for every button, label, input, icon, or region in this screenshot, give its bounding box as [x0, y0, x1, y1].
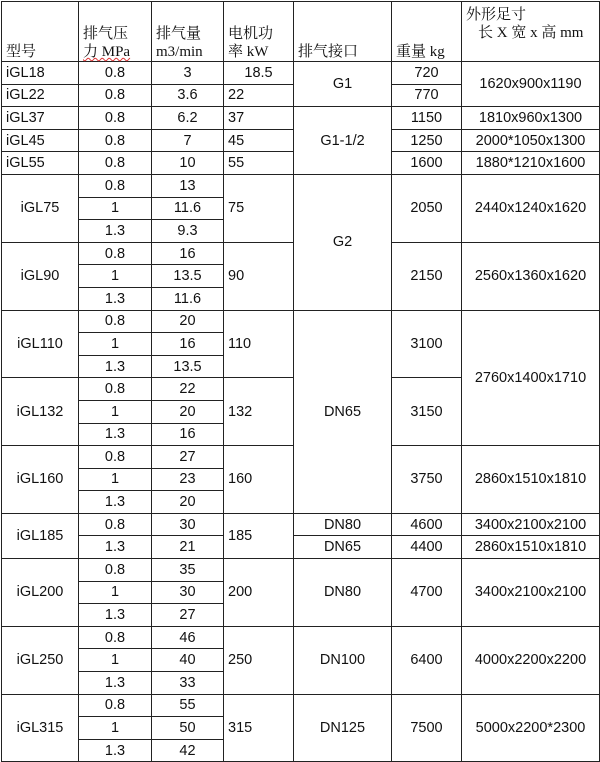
- pressure-cell: 1: [79, 649, 152, 672]
- pressure-cell: 0.8: [79, 107, 152, 130]
- model-cell: iGL185: [2, 513, 79, 558]
- model-cell: iGL132: [2, 378, 79, 446]
- dims-cell: 2860x1510x1810: [462, 536, 600, 559]
- weight-cell: 3150: [392, 378, 462, 446]
- flow-cell: 23: [152, 468, 224, 491]
- model-cell: iGL45: [2, 129, 79, 152]
- compressor-spec-table: [1, 1, 600, 762]
- model-cell: iGL160: [2, 446, 79, 514]
- model-cell: iGL315: [2, 694, 79, 762]
- flow-cell: 13.5: [152, 265, 224, 288]
- pressure-cell: 0.8: [79, 378, 152, 401]
- flow-cell: 27: [152, 604, 224, 627]
- header-port: 排气接口: [294, 2, 392, 62]
- flow-cell: 33: [152, 672, 224, 695]
- flow-cell: 30: [152, 581, 224, 604]
- model-cell: iGL110: [2, 310, 79, 378]
- weight-cell: 720: [392, 62, 462, 85]
- header-dims-line1: 外形足寸: [466, 7, 527, 23]
- port-cell: G1-1/2: [294, 107, 392, 175]
- table-row: [2, 626, 600, 649]
- table-row: [2, 62, 600, 85]
- flow-cell: 27: [152, 446, 224, 469]
- power-cell: 75: [224, 174, 294, 242]
- pressure-cell: 1: [79, 197, 152, 220]
- pressure-cell: 1.3: [79, 536, 152, 559]
- dims-cell: 2560x1360x1620: [462, 242, 600, 310]
- pressure-cell: 0.8: [79, 513, 152, 536]
- header-flow: [152, 2, 224, 62]
- weight-cell: 2150: [392, 242, 462, 310]
- flow-cell: 42: [152, 739, 224, 762]
- weight-cell: 3750: [392, 446, 462, 514]
- port-cell: DN80: [294, 559, 392, 627]
- pressure-cell: 0.8: [79, 242, 152, 265]
- flow-cell: 3.6: [152, 84, 224, 107]
- pressure-cell: 0.8: [79, 310, 152, 333]
- flow-cell: 40: [152, 649, 224, 672]
- flow-cell: 10: [152, 152, 224, 175]
- flow-cell: 13: [152, 174, 224, 197]
- power-cell: 185: [224, 513, 294, 558]
- flow-cell: 50: [152, 717, 224, 740]
- port-cell: DN125: [294, 694, 392, 762]
- model-cell: iGL250: [2, 626, 79, 694]
- table-row: [2, 107, 600, 130]
- pressure-cell: 1.3: [79, 423, 152, 446]
- header-pressure-line2: 力 MPa: [83, 44, 131, 60]
- dims-cell: 2440x1240x1620: [462, 174, 600, 242]
- pressure-cell: 0.8: [79, 84, 152, 107]
- dims-cell: 1620x900x1190: [462, 62, 600, 107]
- power-cell: 110: [224, 310, 294, 378]
- flow-cell: 6.2: [152, 107, 224, 130]
- model-cell: iGL75: [2, 174, 79, 242]
- table-body: [2, 62, 600, 762]
- dims-cell: 2000*1050x1300: [462, 129, 600, 152]
- port-cell: DN65: [294, 310, 392, 513]
- header-power-line2: 率 kW: [228, 44, 269, 60]
- port-cell: DN65: [294, 536, 392, 559]
- pressure-cell: 1.3: [79, 604, 152, 627]
- header-flow-line2: m3/min: [156, 44, 203, 60]
- flow-cell: 11.6: [152, 197, 224, 220]
- flow-cell: 20: [152, 400, 224, 423]
- flow-cell: 13.5: [152, 355, 224, 378]
- flow-cell: 16: [152, 333, 224, 356]
- power-cell: 160: [224, 446, 294, 514]
- weight-cell: 1600: [392, 152, 462, 175]
- dims-cell: 5000x2200*2300: [462, 694, 600, 762]
- weight-cell: 4600: [392, 513, 462, 536]
- dims-cell: 1810x960x1300: [462, 107, 600, 130]
- weight-cell: 2050: [392, 174, 462, 242]
- power-cell: 90: [224, 242, 294, 310]
- flow-cell: 7: [152, 129, 224, 152]
- pressure-cell: 1.3: [79, 739, 152, 762]
- pressure-cell: 1.3: [79, 672, 152, 695]
- flow-cell: 3: [152, 62, 224, 85]
- model-cell: iGL22: [2, 84, 79, 107]
- pressure-cell: 0.8: [79, 694, 152, 717]
- table-row: [2, 694, 600, 717]
- pressure-cell: 1.3: [79, 287, 152, 310]
- dims-cell: 4000x2200x2200: [462, 626, 600, 694]
- power-cell: 18.5: [224, 62, 294, 85]
- table-row: [2, 310, 600, 333]
- pressure-cell: 1.3: [79, 491, 152, 514]
- weight-cell: 1150: [392, 107, 462, 130]
- power-cell: 37: [224, 107, 294, 130]
- flow-cell: 55: [152, 694, 224, 717]
- model-cell: iGL90: [2, 242, 79, 310]
- dims-cell: 3400x2100x2100: [462, 559, 600, 627]
- flow-cell: 20: [152, 491, 224, 514]
- power-cell: 132: [224, 378, 294, 446]
- port-cell: DN100: [294, 626, 392, 694]
- weight-cell: 6400: [392, 626, 462, 694]
- model-cell: iGL55: [2, 152, 79, 175]
- header-pressure-line1: 排气压: [83, 26, 129, 42]
- flow-cell: 11.6: [152, 287, 224, 310]
- header-dims-line2: 长 X 宽 x 高 mm: [478, 25, 584, 41]
- pressure-cell: 0.8: [79, 446, 152, 469]
- weight-cell: 4400: [392, 536, 462, 559]
- pressure-cell: 0.8: [79, 174, 152, 197]
- flow-cell: 16: [152, 423, 224, 446]
- weight-cell: 3100: [392, 310, 462, 378]
- power-cell: 22: [224, 84, 294, 107]
- flow-cell: 22: [152, 378, 224, 401]
- pressure-cell: 0.8: [79, 559, 152, 582]
- header-flow-line1: 排气量: [156, 26, 202, 42]
- dims-cell: 1880*1210x1600: [462, 152, 600, 175]
- power-cell: 200: [224, 559, 294, 627]
- model-cell: iGL18: [2, 62, 79, 85]
- header-dims: [462, 2, 600, 62]
- model-cell: iGL200: [2, 559, 79, 627]
- model-cell: iGL37: [2, 107, 79, 130]
- pressure-cell: 1: [79, 333, 152, 356]
- power-cell: 250: [224, 626, 294, 694]
- flow-cell: 21: [152, 536, 224, 559]
- table-row: [2, 559, 600, 582]
- flow-cell: 30: [152, 513, 224, 536]
- dims-cell: 2760x1400x1710: [462, 310, 600, 446]
- power-cell: 315: [224, 694, 294, 762]
- pressure-cell: 1: [79, 400, 152, 423]
- pressure-cell: 0.8: [79, 626, 152, 649]
- flow-cell: 35: [152, 559, 224, 582]
- weight-cell: 4700: [392, 559, 462, 627]
- weight-cell: 1250: [392, 129, 462, 152]
- flow-cell: 16: [152, 242, 224, 265]
- flow-cell: 9.3: [152, 220, 224, 243]
- table-row: [2, 536, 600, 559]
- port-cell: G2: [294, 174, 392, 310]
- header-power: [224, 2, 294, 62]
- header-pressure: [79, 2, 152, 62]
- power-cell: 55: [224, 152, 294, 175]
- header-row: [2, 2, 600, 62]
- table-row: [2, 174, 600, 197]
- table-row: [2, 513, 600, 536]
- pressure-cell: 1.3: [79, 220, 152, 243]
- pressure-cell: 0.8: [79, 62, 152, 85]
- flow-cell: 20: [152, 310, 224, 333]
- port-cell: G1: [294, 62, 392, 107]
- weight-cell: 770: [392, 84, 462, 107]
- pressure-cell: 1.3: [79, 355, 152, 378]
- header-weight: 重量 kg: [392, 2, 462, 62]
- header-power-line1: 电机功: [228, 26, 274, 42]
- pressure-cell: 1: [79, 581, 152, 604]
- flow-cell: 46: [152, 626, 224, 649]
- dims-cell: 2860x1510x1810: [462, 446, 600, 514]
- pressure-cell: 0.8: [79, 129, 152, 152]
- pressure-cell: 1: [79, 717, 152, 740]
- port-cell: DN80: [294, 513, 392, 536]
- header-model: 型号: [2, 2, 79, 62]
- pressure-cell: 1: [79, 468, 152, 491]
- pressure-cell: 1: [79, 265, 152, 288]
- weight-cell: 7500: [392, 694, 462, 762]
- pressure-cell: 0.8: [79, 152, 152, 175]
- dims-cell: 3400x2100x2100: [462, 513, 600, 536]
- power-cell: 45: [224, 129, 294, 152]
